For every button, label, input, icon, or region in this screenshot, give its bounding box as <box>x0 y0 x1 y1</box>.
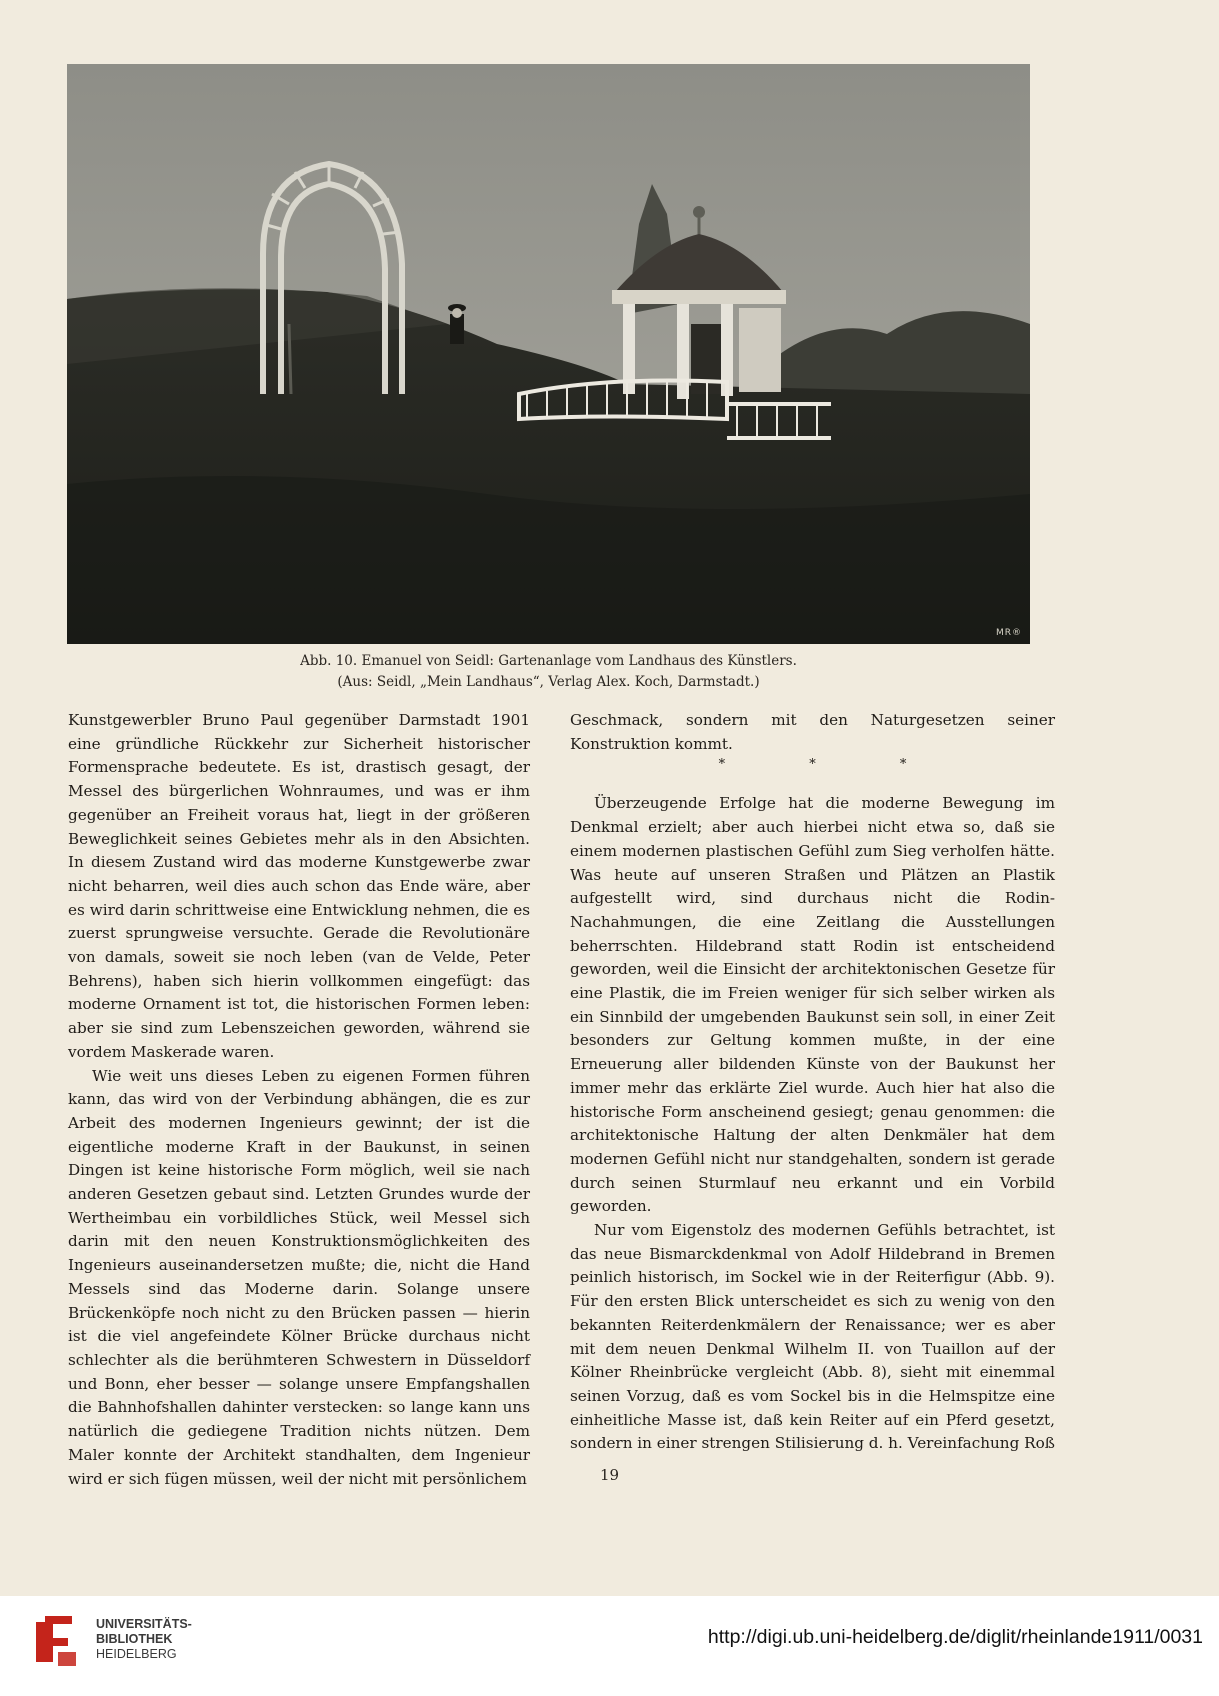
right-paragraph-2: Nur vom Eigenstolz des modernen Gefühls betrachtet, ist das neue Bismarckdenkmal von Adolf Hildebrand in Bremen peinlich historisch, im Sockel wie in der Reiterfigur (Abb. 9). Für den ersten Blick unterscheidet es sich zu wenig von den bekannten Reiterdenkmälern der Renaissance; wer es aber mit dem neuen Denkmal Wilhelm II. von Tuaillon auf der Kölner Rheinbrücke vergleicht (Abb. 8), sieht mit einemmal seinen Vorzug, daß es vom Sockel bis in die Helmspitze eine einheitliche Masse ist, daß kein Reiter auf ein Pferd gesetzt, sondern in einer strengen Stilisierung d. h. Vereinfachung Roß <box>570 1221 1055 1453</box>
figure-caption <box>67 651 1030 693</box>
university-library-logo-icon <box>32 1612 82 1670</box>
library-name-line-3: HEIDELBERG <box>96 1647 177 1661</box>
right-text-column <box>570 709 1055 1456</box>
right-paragraph-1: Überzeugende Erfolge hat die moderne Bewegung im Denkmal erzielt; aber auch hierbei nicht etwa so, daß sie einem modernen plastischen Gefühl zum Sieg verholfen hätte. Was heute auf unseren Straßen und Plätzen an Plastik aufgestellt wird, sind durchaus nicht die Rodin-Nachahmungen, die eine Zeitlang die Ausstellungen beherrschten. Hildebrand statt Rodin ist entscheidend geworden, weil die Einsicht der architektonischen Gesetze für eine Plastik, die im Freien weniger für sich selber wirken als ein Sinnbild der umgebenden Baukunst sein soll, in einer Zeit besonders zur Geltung kommen mußte, in der eine Erneuerung aller bildenden Künste von der Baukunst her immer mehr das erklärte Ziel wurde. Auch hier hat also die historische Form anscheinend gesiegt; genau genommen: die architektonische Haltung der alten Denkmäler hat dem modernen Gefühl nicht nur standgehalten, sondern ist gerade durch seinen Sturmlauf neu erkannt und ein Vorbild geworden. <box>570 794 1055 1216</box>
section-separator: * * * <box>718 757 947 773</box>
library-name-line-1: UNIVERSITÄTS- <box>96 1617 192 1631</box>
garden-photo-illustration <box>67 64 1030 644</box>
digital-copy-url[interactable]: http://digi.ub.uni-heidelberg.de/diglit/rheinlande1911/0031 <box>707 1626 1203 1648</box>
left-paragraph-1: Kunstgewerbler Bruno Paul gegenüber Darmstadt 1901 eine gründliche Rückkehr zur Sicherheit historischer Formensprache bedeutete. Es ist, drastisch gesagt, der Messel des bürgerlichen Wohnraumes, und was er ihm gegenüber an Freiheit voraus hat, liegt in der größeren Beweglichkeit seines Gebietes mehr als in den Absichten. In diesem Zustand wird das moderne Kunstgewerbe zwar nicht beharren, weil dies auch schon das Ende wäre, aber es wird darin schrittweise eine Entwicklung nehmen, die es zuerst sprungweise versuchte. Gerade die Revolutionäre von damals, soweit sie noch leben (van de Velde, Peter Behrens), haben sich hierin vollkommen eingefügt: das moderne Ornament ist tot, die historischen Formen leben: aber sie sind zum Lebenszeichen geworden, während sie vordem Maskerade waren. <box>68 711 530 1061</box>
digitization-footer <box>0 1596 1219 1696</box>
caption-line-2: (Aus: Seidl, „Mein Landhaus“, Verlag Alex. Koch, Darmstadt.) <box>337 674 760 690</box>
garden-photograph <box>67 64 1030 644</box>
caption-line-1: Abb. 10. Emanuel von Seidl: Gartenanlage vom Landhaus des Künstlers. <box>300 653 797 669</box>
library-name-line-2: BIBLIOTHEK <box>96 1632 173 1646</box>
photo-signature: MR® <box>995 628 1022 638</box>
right-intro-paragraph: Geschmack, sondern mit den Naturgesetzen seiner Konstruktion kommt. <box>570 711 1055 753</box>
library-name <box>96 1617 192 1662</box>
left-text-column <box>68 709 530 1491</box>
page-number: 19 <box>599 1466 620 1484</box>
left-paragraph-2: Wie weit uns dieses Leben zu eigenen Formen führen kann, das wird von der Verbindung abhängen, die es zur Arbeit des modernen Ingenieurs gewinnt; der ist die eigentliche moderne Kraft in der Baukunst, in seinen Dingen ist keine historische Form möglich, weil sie nach anderen Gesetzen gebaut sind. Letzten Grundes wurde der Wertheimbau ein vorbildliches Stück, weil Messel sich darin mit den neuen Konstruktionsmöglichkeiten des Ingenieurs auseinandersetzen mußte; die, nicht die Hand Messels sind das Moderne darin. Solange unsere Brückenköpfe noch nicht zu den Brücken passen — hierin ist die viel angefeindete Kölner Brücke durchaus nicht schlechter als die berühmteren Schwestern in Düsseldorf und Bonn, eher besser — solange unsere Empfangshallen die Bahnhofshallen dahinter verstecken: so lange kann uns natürlich die gediegene Tradition nichts nützen. Dem Maler konnte der Architekt standhalten, dem Ingenieur wird er sich fügen müssen, weil der nicht mit persönlichem <box>68 1066 530 1488</box>
